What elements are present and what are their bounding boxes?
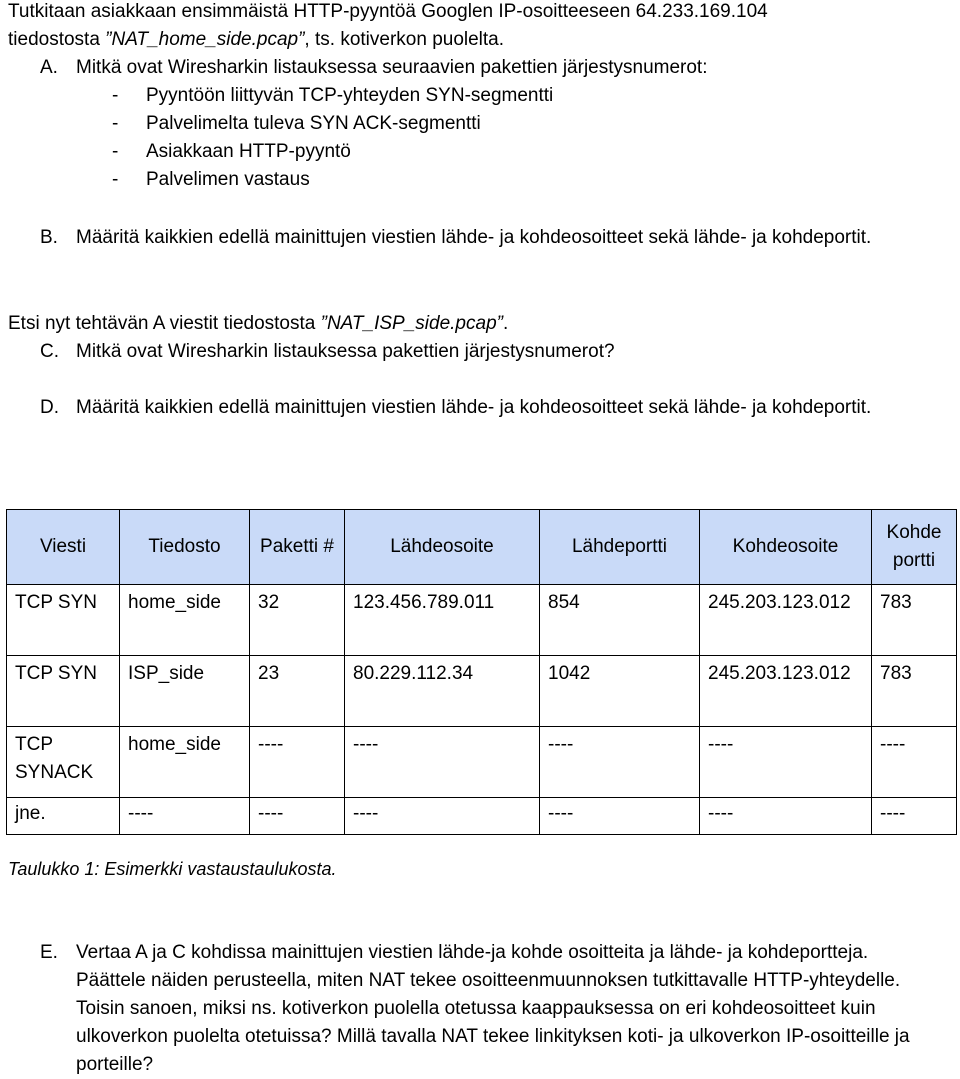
table-cell: TCP SYNACK bbox=[7, 727, 120, 798]
intro-line-2-pre: tiedostosta bbox=[8, 29, 106, 50]
table-cell: home_side bbox=[120, 727, 250, 798]
question-d-text: Määritä kaikkien edellä mainittujen viestien lähde- ja kohdeosoitteet sekä lähde- ja kohdeportit. bbox=[76, 397, 872, 418]
question-c-label: C. bbox=[40, 341, 59, 362]
etsi-paragraph bbox=[8, 310, 908, 338]
question-d-label: D. bbox=[40, 397, 59, 418]
list-item bbox=[112, 166, 553, 194]
question-a-list bbox=[112, 82, 553, 194]
table-cell: ---- bbox=[345, 798, 540, 835]
table-cell: 854 bbox=[540, 585, 700, 656]
list-item bbox=[112, 110, 553, 138]
header-lahdeportti: Lähdeportti bbox=[540, 510, 700, 585]
intro-line-2 bbox=[8, 26, 948, 54]
question-c-text: Mitkä ovat Wiresharkin listauksessa pakettien järjestysnumerot? bbox=[76, 341, 615, 362]
intro-line-1: Tutkitaan asiakkaan ensimmäistä HTTP-pyyntöä Googlen IP-osoitteeseen 64.233.169.104 bbox=[8, 1, 768, 22]
list-item bbox=[112, 138, 553, 166]
header-lahdeosoite: Lähdeosoite bbox=[345, 510, 540, 585]
table-cell: ---- bbox=[250, 727, 345, 798]
table-cell: ---- bbox=[700, 798, 872, 835]
table-row bbox=[7, 656, 957, 727]
question-c bbox=[40, 338, 940, 366]
etsi-pre: Etsi nyt tehtävän A viestit tiedostosta bbox=[8, 313, 321, 334]
table-cell: ---- bbox=[700, 727, 872, 798]
list-item-text: Pyyntöön liittyvän TCP-yhteyden SYN-segmentti bbox=[146, 85, 554, 106]
table-cell: 245.203.123.012 bbox=[700, 585, 872, 656]
question-a-text: Mitkä ovat Wiresharkin listauksessa seuraavien pakettien järjestysnumerot: bbox=[76, 57, 708, 78]
question-e-text: Vertaa A ja C kohdissa mainittujen viestien lähde-ja kohde osoitteita ja lähde- ja kohdeportteja. Päättele näiden perusteella, miten NAT tekee osoitteenmuunnoksen tutkittavalle HTTP-yhteydelle. Toisin sanoen, miksi ns. kotiverkon puolella otetussa kaappauksessa on eri kohdeosoitteet kuin ulkoverkon puolelta otetuissa? Millä tavalla NAT tekee linkityksen koti- ja ulkoverkon IP-osoitteille ja porteille? bbox=[76, 942, 910, 1075]
table-row bbox=[7, 727, 957, 798]
table-cell: 245.203.123.012 bbox=[700, 656, 872, 727]
header-tiedosto: Tiedosto bbox=[120, 510, 250, 585]
list-dash: - bbox=[112, 141, 119, 162]
table-caption: Taulukko 1: Esimerkki vastaustaulukosta. bbox=[8, 859, 337, 879]
table-cell: ---- bbox=[540, 798, 700, 835]
list-item-text: Palvelimelta tuleva SYN ACK-segmentti bbox=[146, 113, 481, 134]
list-dash: - bbox=[112, 169, 119, 190]
question-a-label: A. bbox=[40, 57, 58, 78]
table-cell: TCP SYN bbox=[7, 585, 120, 656]
answer-table bbox=[6, 509, 957, 835]
header-viesti: Viesti bbox=[7, 510, 120, 585]
table-cell: ---- bbox=[250, 798, 345, 835]
question-e-label: E. bbox=[40, 942, 58, 963]
table-cell: ---- bbox=[120, 798, 250, 835]
table-cell: ---- bbox=[872, 727, 957, 798]
table-header-row bbox=[7, 510, 957, 585]
table-cell: 80.229.112.34 bbox=[345, 656, 540, 727]
table-cell: ---- bbox=[872, 798, 957, 835]
table-cell: jne. bbox=[7, 798, 120, 835]
question-d bbox=[40, 394, 920, 422]
table-cell: ---- bbox=[345, 727, 540, 798]
list-item-text: Palvelimen vastaus bbox=[146, 169, 310, 190]
table-cell: 1042 bbox=[540, 656, 700, 727]
table-cell: 23 bbox=[250, 656, 345, 727]
question-b-label: B. bbox=[40, 227, 58, 248]
list-item-text: Asiakkaan HTTP-pyyntö bbox=[146, 141, 351, 162]
list-dash: - bbox=[112, 85, 119, 106]
header-kohdeportti: Kohde portti bbox=[872, 510, 957, 585]
header-paketti: Paketti # bbox=[250, 510, 345, 585]
table-cell: ---- bbox=[540, 727, 700, 798]
table-row bbox=[7, 798, 957, 835]
answer-table-wrapper bbox=[6, 509, 956, 835]
question-b-text: Määritä kaikkien edellä mainittujen viestien lähde- ja kohdeosoitteet sekä lähde- ja kohdeportit. bbox=[76, 227, 872, 248]
table-cell: 32 bbox=[250, 585, 345, 656]
intro-file-name: ”NAT_home_side.pcap” bbox=[105, 29, 305, 50]
table-cell: 783 bbox=[872, 585, 957, 656]
intro-paragraph bbox=[8, 0, 948, 54]
table-row bbox=[7, 585, 957, 656]
question-e bbox=[40, 939, 920, 1079]
list-dash: - bbox=[112, 113, 119, 134]
table-cell: ISP_side bbox=[120, 656, 250, 727]
table-cell: TCP SYN bbox=[7, 656, 120, 727]
table-cell: home_side bbox=[120, 585, 250, 656]
intro-line-2-post: , ts. kotiverkon puolelta. bbox=[304, 29, 505, 50]
list-item bbox=[112, 82, 553, 110]
question-a bbox=[40, 54, 940, 82]
table-cell: 783 bbox=[872, 656, 957, 727]
header-kohdeosoite: Kohdeosoite bbox=[700, 510, 872, 585]
etsi-post: . bbox=[502, 313, 509, 334]
question-b bbox=[40, 224, 920, 252]
table-cell: 123.456.789.011 bbox=[345, 585, 540, 656]
etsi-file-name: ”NAT_ISP_side.pcap” bbox=[320, 313, 503, 334]
